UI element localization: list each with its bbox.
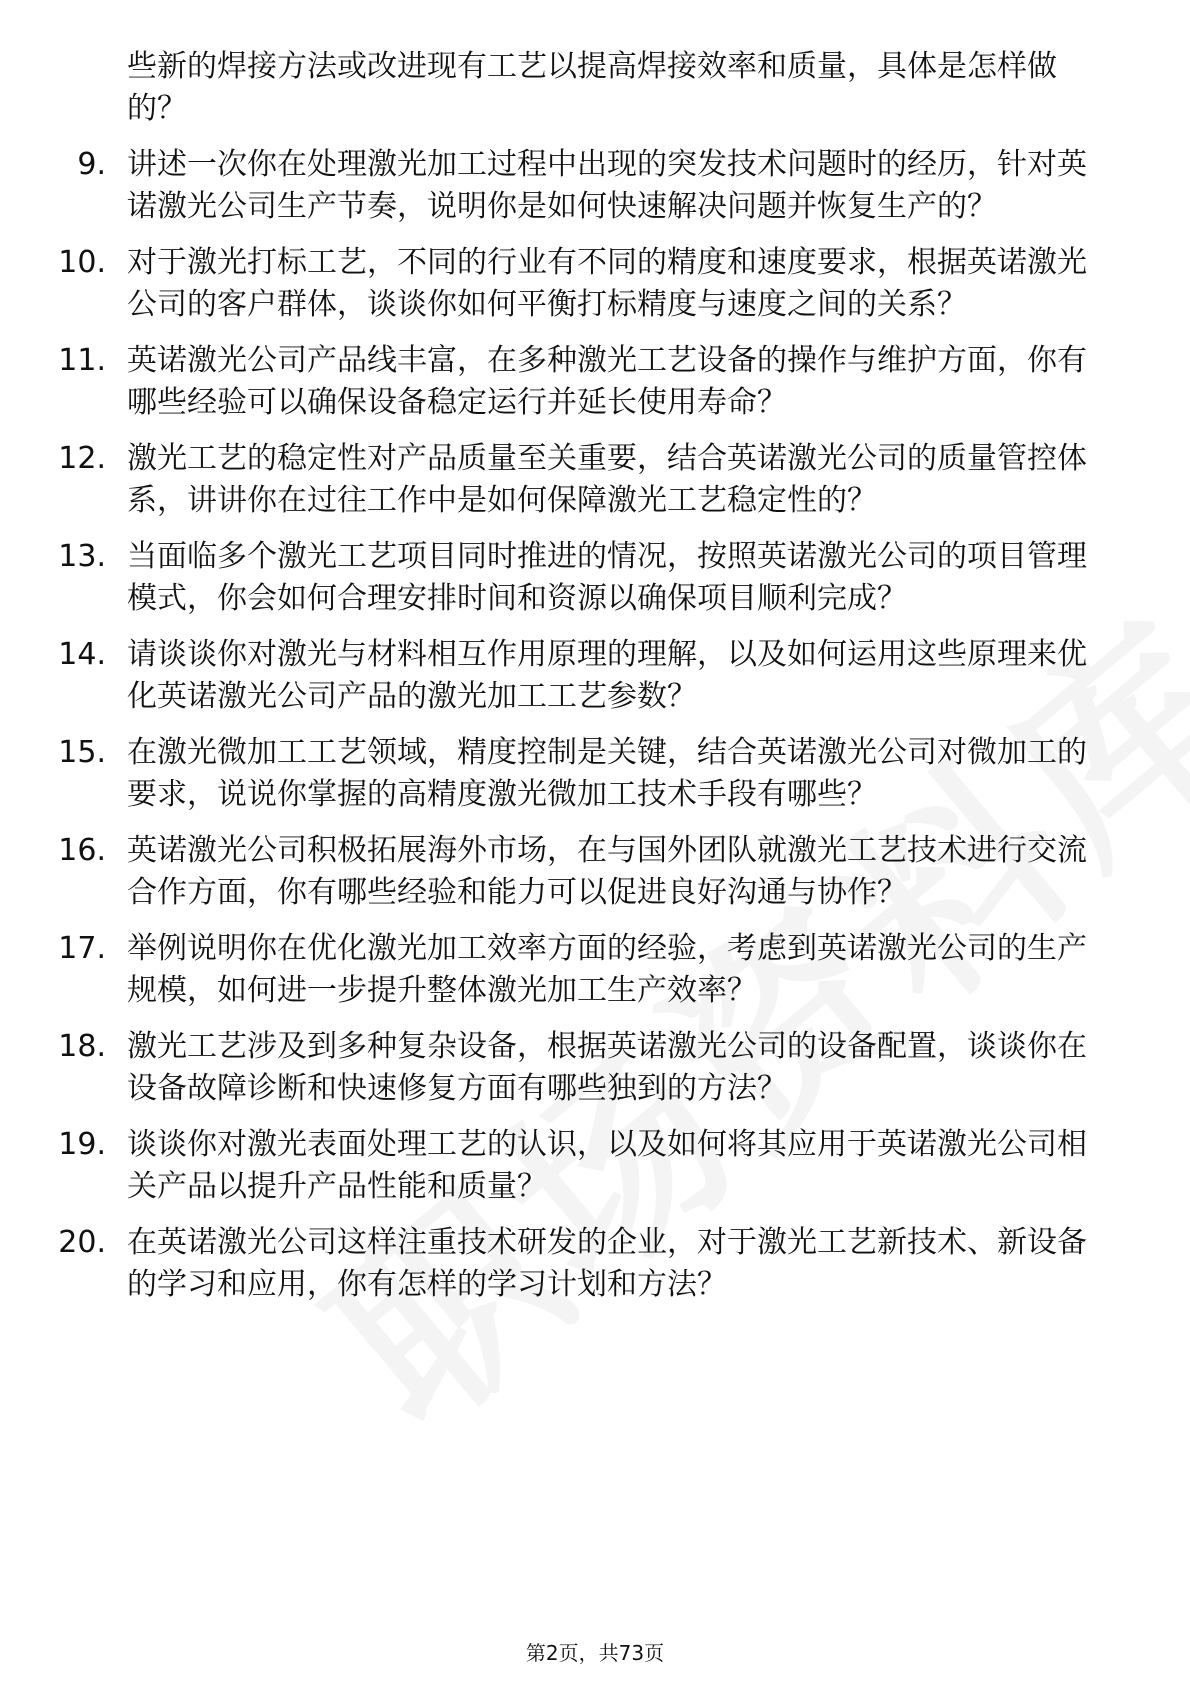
question-text: 英诺激光公司产品线丰富，在多种激光工艺设备的操作与维护方面，你有哪些经验可以确保设备稳定运行并延长使用寿命？ xyxy=(127,343,1087,420)
question-text: 在激光微加工工艺领域，精度控制是关键，结合英诺激光公司对微加工的要求，说说你掌握的高精度激光微加工技术手段有哪些？ xyxy=(127,735,1087,812)
question-text: 激光工艺的稳定性对产品质量至关重要，结合英诺激光公司的质量管控体系，讲讲你在过往工作中是如何保障激光工艺稳定性的？ xyxy=(127,441,1087,518)
question-text: 些新的焊接方法或改进现有工艺以提高焊接效率和质量，具体是怎样做的？ xyxy=(127,49,1057,126)
question-text: 当面临多个激光工艺项目同时推进的情况，按照英诺激光公司的项目管理模式，你会如何合理安排时间和资源以确保项目顺利完成？ xyxy=(127,539,1087,616)
question-item xyxy=(0,1124,1190,1208)
question-item xyxy=(0,634,1190,718)
question-number: 11. xyxy=(58,343,106,378)
question-item xyxy=(0,536,1190,620)
question-item xyxy=(0,830,1190,914)
question-item xyxy=(0,340,1190,424)
question-number: 10. xyxy=(58,245,106,280)
question-item xyxy=(0,438,1190,522)
question-text: 讲述一次你在处理激光加工过程中出现的突发技术问题时的经历，针对英诺激光公司生产节奏，说明你是如何快速解决问题并恢复生产的？ xyxy=(127,147,1087,224)
question-number: 15. xyxy=(58,735,106,770)
question-number: 17. xyxy=(58,931,106,966)
question-item xyxy=(0,242,1190,326)
question-number: 14. xyxy=(58,637,106,672)
question-item xyxy=(0,1222,1190,1306)
question-item xyxy=(0,144,1190,228)
question-number: 18. xyxy=(58,1029,106,1064)
question-text: 英诺激光公司积极拓展海外市场，在与国外团队就激光工艺技术进行交流合作方面，你有哪些经验和能力可以促进良好沟通与协作？ xyxy=(127,833,1087,910)
question-text: 请谈谈你对激光与材料相互作用原理的理解，以及如何运用这些原理来优化英诺激光公司产品的激光加工工艺参数？ xyxy=(127,637,1087,714)
question-list xyxy=(0,46,1190,1320)
question-text: 谈谈你对激光表面处理工艺的认识，以及如何将其应用于英诺激光公司相关产品以提升产品性能和质量？ xyxy=(127,1127,1087,1204)
question-item xyxy=(0,928,1190,1012)
question-text: 举例说明你在优化激光加工效率方面的经验，考虑到英诺激光公司的生产规模，如何进一步提升整体激光加工生产效率？ xyxy=(127,931,1087,1008)
question-text: 对于激光打标工艺，不同的行业有不同的精度和速度要求，根据英诺激光公司的客户群体，谈谈你如何平衡打标精度与速度之间的关系？ xyxy=(127,245,1087,322)
question-number: 20. xyxy=(58,1225,106,1260)
question-text: 在英诺激光公司这样注重技术研发的企业，对于激光工艺新技术、新设备的学习和应用，你有怎样的学习计划和方法？ xyxy=(127,1225,1087,1302)
page-footer: 第2页，共73页 xyxy=(525,1641,665,1665)
question-number: 16. xyxy=(58,833,106,868)
question-number: 13. xyxy=(58,539,106,574)
question-number: 19. xyxy=(58,1127,106,1162)
question-item xyxy=(0,732,1190,816)
question-item xyxy=(0,1026,1190,1110)
question-number: 9. xyxy=(77,147,106,182)
question-number: 12. xyxy=(58,441,106,476)
question-text: 激光工艺涉及到多种复杂设备，根据英诺激光公司的设备配置，谈谈你在设备故障诊断和快速修复方面有哪些独到的方法？ xyxy=(127,1029,1087,1106)
question-item xyxy=(0,46,1190,130)
